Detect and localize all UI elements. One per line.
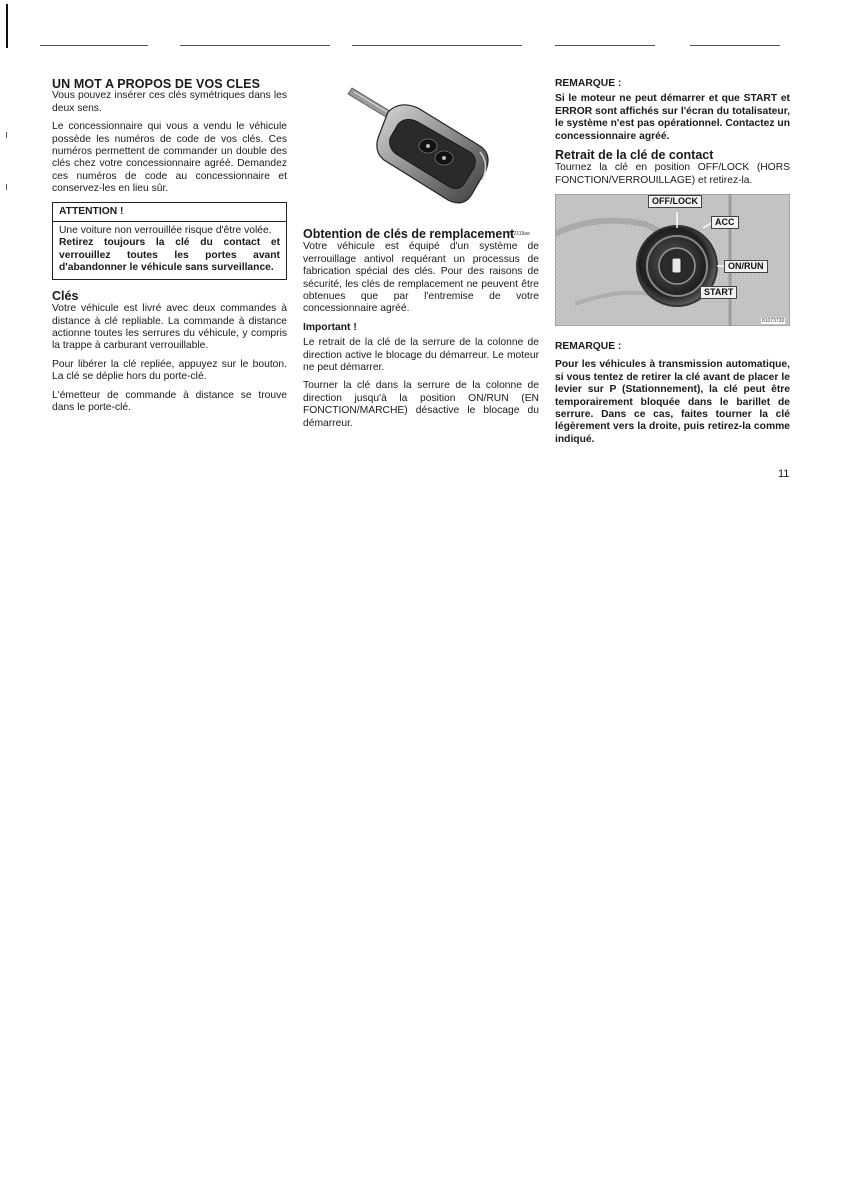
warning-line: Une voiture non verrouillée risque d'être volée. bbox=[59, 225, 272, 237]
section-heading-cles: Clés bbox=[52, 288, 79, 303]
edge-mark bbox=[6, 184, 7, 190]
remarque-title: REMARQUE : bbox=[555, 78, 622, 89]
warning-body bbox=[53, 222, 286, 279]
header-rule bbox=[40, 45, 148, 46]
ignition-label-on-run: ON/RUN bbox=[724, 260, 768, 273]
paragraph: Le retrait de la clé de la serrure de la colonne de direction active le blocage du démarreur. Le moteur ne peut démarrer. bbox=[303, 337, 539, 374]
remarque-text: Si le moteur ne peut démarrer et que START et ERROR sont affichés sur l'écran du totalisateur, le système n'est pas opérationnel. Contactez un concessionnaire agréé. bbox=[555, 93, 790, 142]
paragraph: Votre véhicule est équipé d'un système de verrouillage antivol requérant un processus de fabrication spécial des clés. Pour des raisons de sécurité, les clés de remplacement ne peuvent être obtenues que par l'entremise de votre concessionnaire agréé. bbox=[303, 241, 539, 315]
remarque-title: REMARQUE : bbox=[555, 341, 622, 352]
paragraph: Le concessionnaire qui vous a vendu le véhicule possède les numéros de code de vos clés. Ces numéros permettent de commander un double des clés chez votre concessionnaire agréé. Demandez ces numéros de code au concessionnaire et conservez-les en lieu sûr. bbox=[52, 121, 287, 195]
header-rule bbox=[352, 45, 522, 46]
header-rule bbox=[690, 45, 780, 46]
key-fob-figure bbox=[340, 82, 540, 232]
section-heading-keys: UN MOT A PROPOS DE VOS CLES bbox=[52, 77, 261, 91]
paragraph: Pour libérer la clé repliée, appuyez sur le bouton. La clé se déplie hors du porte-clé. bbox=[52, 358, 287, 383]
paragraph: Vous pouvez insérer ces clés symétriques dans les deux sens. bbox=[52, 90, 287, 114]
edge-mark bbox=[6, 4, 8, 48]
key-fob-icon bbox=[340, 82, 540, 232]
warning-line-bold: Retirez toujours la clé du contact et verrouillez toutes les portes avant d'abandonner le véhicule sans surveillance. bbox=[59, 237, 280, 274]
ignition-label-acc: ACC bbox=[711, 216, 739, 229]
section-heading-retrait: Retrait de la clé de contact bbox=[555, 148, 714, 163]
important-heading: Important ! bbox=[303, 321, 357, 333]
page-number: 11 bbox=[778, 468, 790, 480]
ignition-label-start: START bbox=[700, 286, 737, 299]
figure-code: 812119ee bbox=[508, 231, 530, 237]
section-heading-replacement: Obtention de clés de remplacement bbox=[303, 227, 515, 241]
paragraph: Tournez la clé en position OFF/LOCK (HORS FONCTION/VERROUILLAGE) et retirez-la. bbox=[555, 162, 790, 186]
left-column bbox=[52, 78, 287, 420]
paragraph: Votre véhicule est livré avec deux commandes à distance à clé repliable. La commande à distance actionne toutes les serrures du véhicule, y compris la trappe à carburant verrouillable. bbox=[52, 303, 287, 352]
paragraph: Tourner la clé dans la serrure de la colonne de direction jusqu'à la position ON/RUN (EN FONCTION/MARCHE) désactive le blocage du démarreur. bbox=[303, 380, 539, 429]
ignition-figure bbox=[555, 194, 790, 326]
remarque-text: Pour les véhicules à transmission automatique, si vous tentez de retirer la clé avant de placer le levier sur P (Stationnement), la clé peut être temporairement bloquée dans le barillet de serrure. Dans ce cas, faites tourner la clé légèrement vers la droite, puis retirez-la comme indiqué. bbox=[555, 359, 790, 445]
paragraph: L'émetteur de commande à distance se trouve dans le porte-clé. bbox=[52, 389, 287, 413]
warning-title: ATTENTION ! bbox=[53, 203, 286, 222]
warning-box bbox=[52, 202, 287, 280]
ignition-label-off-lock: OFF/LOCK bbox=[648, 195, 702, 208]
figure-code: 81073730 bbox=[762, 318, 785, 324]
edge-mark bbox=[6, 132, 7, 138]
middle-column bbox=[303, 228, 539, 436]
right-column-lower bbox=[555, 341, 790, 452]
header-rule bbox=[555, 45, 655, 46]
right-column-upper bbox=[555, 78, 790, 193]
header-rule bbox=[180, 45, 330, 46]
